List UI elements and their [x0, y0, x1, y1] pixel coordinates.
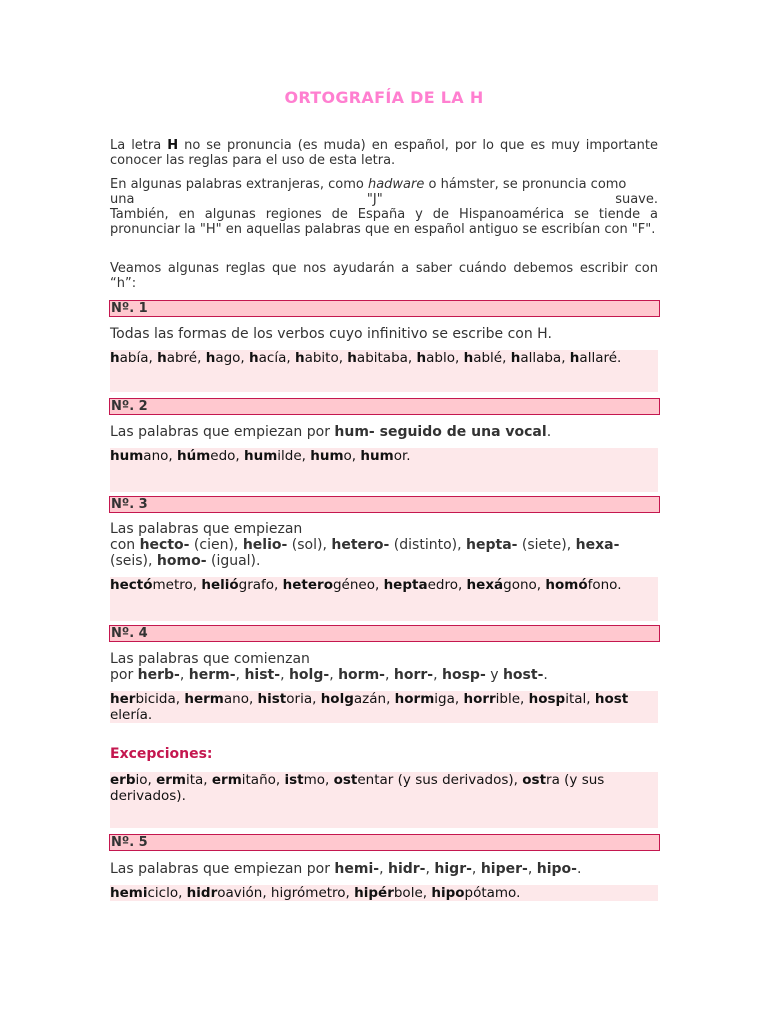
rule-prefix-line	[110, 667, 658, 683]
example-bold-prefix: holg	[320, 691, 354, 707]
example-text: abía,	[119, 350, 158, 366]
example-bold-prefix: horm	[394, 691, 435, 707]
rule-example-3	[110, 577, 658, 621]
example-bold-prefix: hipo	[431, 885, 465, 901]
example-bold-prefix: hexá	[466, 577, 504, 593]
example-text: or.	[393, 448, 411, 464]
example-bold-prefix: h	[110, 350, 120, 366]
example-bold-prefix: hetero	[282, 577, 333, 593]
rule-text: (sol),	[287, 537, 332, 553]
intro-text: no se pronuncia (es muda) en español, por lo que es muy importante conocer las reglas para el uso de esta letra.	[110, 138, 658, 168]
example-text: azán,	[353, 691, 395, 707]
example-bold-prefix: erm	[211, 772, 242, 788]
rule-bold-prefix: herb-	[137, 667, 180, 683]
intro-text: También, en algunas regiones de España y de Hispanoamérica se tiende a pronunciar la "H" en aquellas palabras que en español antiguo se escribían con "F".	[110, 207, 658, 237]
rule-description-3	[110, 521, 658, 569]
example-text: allaba,	[520, 350, 570, 366]
rule-bold-prefix: hidr-	[387, 861, 426, 877]
intro-justified-line	[110, 192, 658, 207]
rule-prefix-line	[110, 553, 658, 569]
example-bold-prefix: hum	[360, 448, 394, 464]
rule-description-2	[110, 424, 658, 440]
example-text: iga,	[434, 691, 464, 707]
rule-text: ,	[329, 667, 339, 683]
rule-text: ,	[280, 667, 289, 683]
example-bold-prefix: hepta	[383, 577, 428, 593]
example-line	[110, 772, 658, 788]
example-bold-prefix: hist	[257, 691, 287, 707]
rule-text: Las palabras que empiezan	[110, 521, 303, 537]
example-bold-prefix: host	[594, 691, 629, 707]
rule-text: Las palabras que empiezan por	[110, 424, 335, 440]
intro-text: suave.	[615, 192, 658, 207]
example-text: acía,	[258, 350, 295, 366]
rule-description-1: Todas las formas de los verbos cuyo infinitivo se escribe con H.	[110, 326, 552, 342]
rule-text: y	[485, 667, 503, 683]
rule-header-5: Nº. 5	[109, 834, 660, 851]
example-line: derivados).	[110, 788, 186, 804]
example-bold-prefix: hemi	[110, 885, 148, 901]
example-bold-prefix: helió	[201, 577, 239, 593]
example-bold-prefix: h	[205, 350, 216, 366]
rule-text: .	[546, 424, 552, 440]
example-bold-prefix: h	[347, 350, 357, 366]
rule-bold-prefix: hemi-	[334, 861, 380, 877]
example-bold-prefix: homó	[545, 577, 588, 593]
rule-bold-prefix: higr-	[434, 861, 472, 877]
rule-bold-prefix: horm-	[338, 667, 385, 683]
rule-text: ,	[379, 861, 388, 877]
intro-text: una	[110, 192, 135, 207]
example-text: fono.	[587, 577, 622, 593]
example-text: ilde,	[277, 448, 311, 464]
rule-bold-prefix: hecto-	[139, 537, 190, 553]
rule-bold-prefix: horr-	[393, 667, 434, 683]
example-text: pótamo.	[464, 885, 521, 901]
example-bold-prefix: h	[510, 350, 521, 366]
rule-header-3: Nº. 3	[109, 496, 660, 513]
example-bold-prefix: h	[249, 350, 259, 366]
example-text: bicida,	[135, 691, 185, 707]
example-bold-prefix: hum	[110, 448, 144, 464]
example-bold-prefix: hosp	[528, 691, 566, 707]
rule-bold-prefix: hiper-	[480, 861, 528, 877]
example-bold-prefix: ist	[284, 772, 304, 788]
rule-text: ,	[235, 667, 245, 683]
rule-example-2	[110, 448, 658, 492]
example-text: ible,	[495, 691, 529, 707]
rule-text: (distinto),	[389, 537, 467, 553]
rule-bold-prefix: hetero-	[331, 537, 390, 553]
example-bold-prefix: erb	[110, 772, 136, 788]
example-text: ablé,	[473, 350, 511, 366]
rule-text: ,	[384, 667, 394, 683]
example-bold-prefix: herm	[184, 691, 224, 707]
example-line: elería.	[110, 707, 153, 723]
example-bold-prefix: hectó	[110, 577, 153, 593]
intro-text: La letra	[110, 138, 168, 153]
rule-text: ,	[425, 861, 435, 877]
example-bold-prefix: hipér	[354, 885, 394, 901]
example-text: abito,	[304, 350, 348, 366]
intro-paragraph-3: Veamos algunas reglas que nos ayudarán a saber cuándo debemos escribir con “h”:	[110, 261, 658, 291]
example-bold-prefix: ost	[333, 772, 358, 788]
example-text: ra (y sus	[546, 772, 605, 788]
rule-bold-prefix: hipo-	[536, 861, 577, 877]
rule-text: (seis),	[110, 553, 157, 569]
example-text: oavión, higrómetro,	[217, 885, 355, 901]
intro-paragraph-1	[110, 138, 658, 168]
example-text: grafo,	[238, 577, 283, 593]
example-text: abitaba,	[356, 350, 417, 366]
rule-text: (igual).	[206, 553, 261, 569]
rule-example-4	[110, 691, 658, 723]
rule-bold-prefix: herm-	[188, 667, 236, 683]
example-text: bole,	[393, 885, 432, 901]
example-bold-prefix: ost	[522, 772, 547, 788]
rule-bold-prefix: hexa-	[575, 537, 620, 553]
rule-prefix-line	[110, 537, 658, 553]
rule-header-4: Nº. 4	[109, 625, 660, 642]
rule-text: por	[110, 667, 138, 683]
example-bold-prefix: húm	[176, 448, 211, 464]
rule-example-1	[110, 350, 658, 392]
example-text: géneo,	[332, 577, 384, 593]
rule-bold-prefix: hosp-	[442, 667, 486, 683]
rule-text: (siete),	[517, 537, 576, 553]
example-bold-prefix: her	[110, 691, 136, 707]
exceptions-title: Excepciones:	[110, 746, 213, 762]
example-text: edro,	[427, 577, 467, 593]
rule-text: ,	[527, 861, 537, 877]
example-bold-prefix: h	[294, 350, 305, 366]
example-text: edo,	[210, 448, 244, 464]
rule-header-1: Nº. 1	[109, 300, 660, 317]
example-text: ital,	[565, 691, 595, 707]
example-text: o,	[343, 448, 361, 464]
example-text: itaño,	[241, 772, 285, 788]
intro-text: "J"	[366, 192, 383, 207]
rule-text: .	[543, 667, 548, 683]
intro-text: En algunas palabras extranjeras, como	[110, 177, 368, 192]
example-text: ciclo,	[147, 885, 187, 901]
example-text: allaré.	[579, 350, 622, 366]
rule-text: ,	[471, 861, 481, 877]
rule-bold-prefix: hepta-	[466, 537, 518, 553]
example-bold-prefix: h	[416, 350, 427, 366]
example-text: ita,	[185, 772, 212, 788]
rule-example-5	[110, 885, 658, 901]
page-title: ORTOGRAFÍA DE LA H	[284, 88, 484, 107]
example-text: ano,	[143, 448, 177, 464]
example-bold-prefix: erm	[156, 772, 186, 788]
example-text: mo,	[303, 772, 334, 788]
rule-text: Las palabras que comienzan	[110, 651, 310, 667]
intro-italic-word: hadware	[367, 177, 425, 192]
example-text: ago,	[215, 350, 249, 366]
example-line	[110, 691, 658, 707]
example-text: abré,	[166, 350, 206, 366]
rule-bold-prefix: holg-	[288, 667, 330, 683]
example-text: metro,	[152, 577, 202, 593]
example-text: io,	[135, 772, 157, 788]
example-text: entar (y sus derivados),	[357, 772, 523, 788]
rule-text: con	[110, 537, 140, 553]
example-text: gono,	[503, 577, 546, 593]
example-bold-prefix: h	[157, 350, 167, 366]
rule-text: ,	[433, 667, 443, 683]
example-text: ano,	[223, 691, 258, 707]
example-bold-prefix: hum	[243, 448, 278, 464]
rule-text: Las palabras que empiezan por	[110, 861, 335, 877]
rule-description-4	[110, 651, 658, 683]
rule-bold-prefix: host-	[502, 667, 544, 683]
exceptions-list	[110, 772, 658, 828]
rule-bold-prefix: homo-	[156, 553, 207, 569]
rule-text: (cien),	[189, 537, 243, 553]
example-bold-prefix: hidr	[186, 885, 218, 901]
rule-text: .	[576, 861, 582, 877]
example-bold-prefix: h	[569, 350, 580, 366]
intro-bold-letter: H	[167, 138, 179, 153]
rule-bold-prefix: helio-	[242, 537, 288, 553]
rule-header-2: Nº. 2	[109, 398, 660, 415]
intro-text: o hámster, se pronuncia como	[424, 177, 627, 192]
example-text: oria,	[286, 691, 321, 707]
example-text: ablo,	[426, 350, 464, 366]
rule-description-5	[110, 861, 658, 877]
rule-text: ,	[179, 667, 189, 683]
example-bold-prefix: h	[463, 350, 474, 366]
example-bold-prefix: horr	[463, 691, 496, 707]
rule-bold-prefix: hist-	[244, 667, 281, 683]
intro-paragraph-2	[110, 177, 658, 237]
example-bold-prefix: hum	[310, 448, 344, 464]
rule-bold-prefix: hum- seguido de una vocal	[334, 424, 547, 440]
